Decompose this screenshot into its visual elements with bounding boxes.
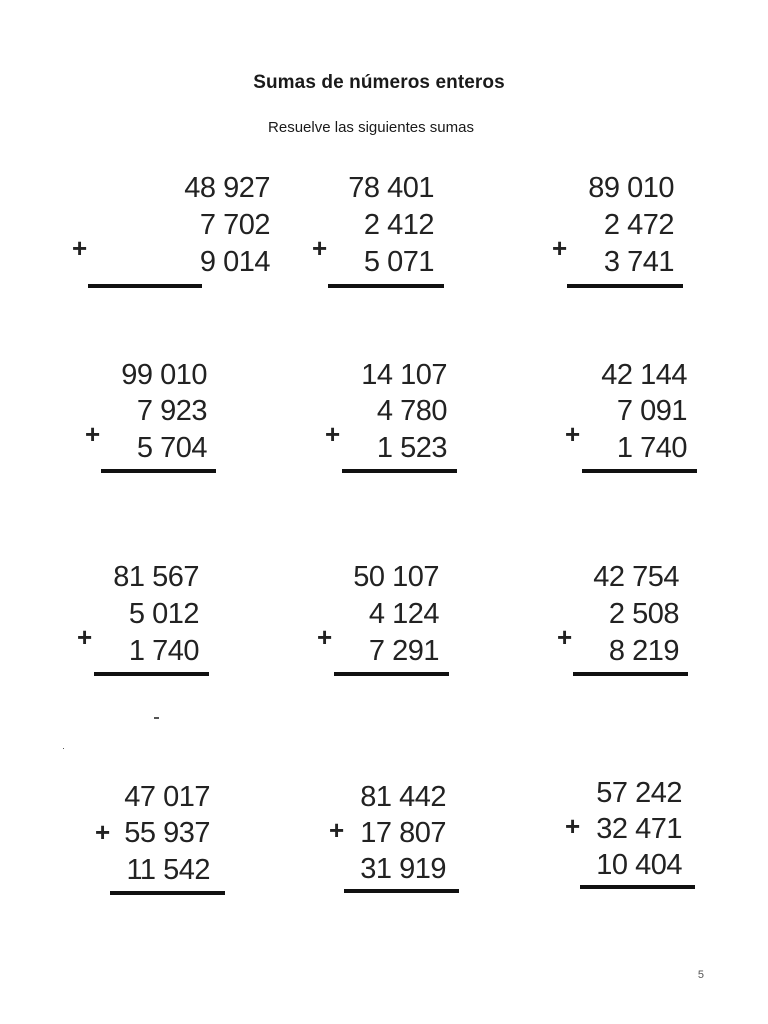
plus-sign: + bbox=[77, 622, 93, 652]
addend-1: 81 442 bbox=[360, 781, 446, 813]
plus-sign: + bbox=[565, 419, 581, 449]
addition-problem-8 bbox=[317, 560, 515, 690]
addition-problem-7 bbox=[77, 560, 275, 690]
addend-3: 8 219 bbox=[608, 635, 679, 667]
addition-problem-5 bbox=[325, 358, 523, 488]
stray-dot-mark bbox=[63, 748, 64, 749]
addend-3: 1 740 bbox=[616, 432, 687, 464]
addend-1: 99 010 bbox=[121, 359, 207, 391]
addend-2: 2 472 bbox=[603, 209, 674, 241]
sum-line bbox=[580, 885, 695, 889]
sum-line bbox=[101, 469, 216, 473]
plus-sign: + bbox=[312, 233, 328, 263]
addend-2: 2 508 bbox=[608, 598, 679, 630]
plus-sign: + bbox=[552, 233, 568, 263]
plus-sign: + bbox=[325, 419, 341, 449]
addend-2: 4 124 bbox=[368, 598, 439, 630]
addend-3: 7 291 bbox=[368, 635, 439, 667]
addend-3: 10 404 bbox=[596, 849, 682, 881]
addend-2: 7 702 bbox=[199, 209, 270, 241]
addend-1: 14 107 bbox=[361, 359, 447, 391]
plus-sign: + bbox=[317, 622, 333, 652]
addend-1: 89 010 bbox=[588, 172, 674, 204]
addend-3: 5 071 bbox=[363, 246, 434, 278]
addend-2: 17 807 bbox=[360, 817, 446, 849]
addend-1: 81 567 bbox=[113, 561, 199, 593]
addition-problem-3 bbox=[552, 171, 750, 301]
addend-1: 57 242 bbox=[596, 777, 682, 809]
sum-line bbox=[334, 672, 449, 676]
plus-sign: + bbox=[557, 622, 573, 652]
stray-dash-mark bbox=[154, 717, 159, 719]
addend-2: 7 923 bbox=[136, 395, 207, 427]
addend-3: 3 741 bbox=[603, 246, 674, 278]
addend-3: 31 919 bbox=[360, 853, 446, 885]
sum-line bbox=[582, 469, 697, 473]
addend-2: 55 937 bbox=[124, 817, 210, 849]
sum-line bbox=[110, 891, 225, 895]
plus-sign: + bbox=[72, 233, 88, 263]
addend-1: 78 401 bbox=[348, 172, 434, 204]
addition-problem-4 bbox=[85, 358, 283, 488]
sum-line bbox=[573, 672, 688, 676]
page-title-text: Sumas de números enteros bbox=[253, 72, 505, 93]
addend-2: 2 412 bbox=[363, 209, 434, 241]
page-number: 5 bbox=[697, 969, 704, 981]
addend-2: 5 012 bbox=[128, 598, 199, 630]
addend-3: 5 704 bbox=[136, 432, 207, 464]
sum-line bbox=[88, 284, 202, 288]
page-title bbox=[0, 72, 768, 94]
addend-2: 4 780 bbox=[376, 395, 447, 427]
sum-line bbox=[567, 284, 683, 288]
addition-problem-11 bbox=[330, 780, 520, 910]
addend-3: 9 014 bbox=[199, 246, 270, 278]
addend-1: 47 017 bbox=[124, 781, 210, 813]
sum-line bbox=[328, 284, 444, 288]
plus-sign: + bbox=[85, 419, 101, 449]
addition-problem-6 bbox=[565, 358, 763, 488]
plus-sign: + bbox=[565, 811, 581, 841]
addition-problem-12 bbox=[566, 776, 756, 906]
sum-line bbox=[342, 469, 457, 473]
addend-3: 1 523 bbox=[376, 432, 447, 464]
addition-problem-9 bbox=[557, 560, 755, 690]
sum-line bbox=[94, 672, 209, 676]
addend-1: 50 107 bbox=[353, 561, 439, 593]
instructions-text: Resuelve las siguientes sumas bbox=[268, 119, 474, 136]
addend-1: 42 754 bbox=[593, 561, 679, 593]
addend-1: 48 927 bbox=[184, 172, 270, 204]
addend-3: 1 740 bbox=[128, 635, 199, 667]
addend-1: 42 144 bbox=[601, 359, 687, 391]
addition-problem-10 bbox=[96, 780, 286, 910]
plus-sign: + bbox=[95, 817, 111, 847]
plus-sign: + bbox=[329, 815, 345, 845]
sum-line bbox=[344, 889, 459, 893]
addend-2: 32 471 bbox=[596, 813, 682, 845]
addition-problem-2 bbox=[312, 171, 510, 301]
addition-problem-1 bbox=[72, 171, 270, 301]
instructions bbox=[0, 119, 768, 136]
addend-3: 11 542 bbox=[126, 854, 210, 886]
addend-2: 7 091 bbox=[616, 395, 687, 427]
